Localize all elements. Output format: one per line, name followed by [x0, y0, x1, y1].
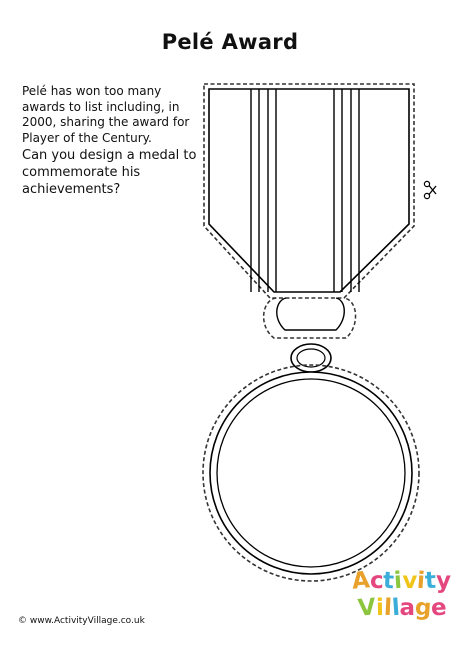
logo-word-activity	[352, 568, 451, 594]
logo-letter: v	[402, 568, 418, 594]
logo-word-village	[358, 595, 447, 621]
logo-letter: t	[382, 567, 396, 595]
logo-letter: e	[430, 594, 448, 622]
logo-letter: A	[350, 567, 371, 595]
page-title: Pelé Award	[161, 30, 299, 54]
logo-letter: V	[356, 594, 377, 622]
logo-letter: i	[375, 594, 384, 622]
logo-letter: y	[436, 567, 452, 595]
logo-letter: a	[399, 595, 416, 621]
copyright-footer: © www.ActivityVillage.co.uk	[18, 616, 145, 626]
medal-disc	[203, 365, 419, 581]
logo-letter: t	[424, 567, 437, 595]
logo-letter: l	[390, 594, 401, 622]
scissors-icon	[424, 181, 436, 198]
medal-ribbon	[204, 84, 414, 298]
logo-letter: c	[369, 567, 384, 595]
intro-paragraph: Pelé has won too many awards to list including, in 2000, sharing the award for Player of the Century.	[22, 84, 190, 145]
activity-village-logo	[350, 567, 452, 630]
logo-letter: i	[393, 567, 404, 595]
logo-letter: i	[416, 567, 427, 595]
logo-letter: g	[414, 594, 433, 622]
logo-letter: l	[383, 594, 393, 622]
design-prompt: Can you design a medal to commemorate his achievements?	[22, 148, 197, 197]
medal-ring	[264, 298, 356, 372]
